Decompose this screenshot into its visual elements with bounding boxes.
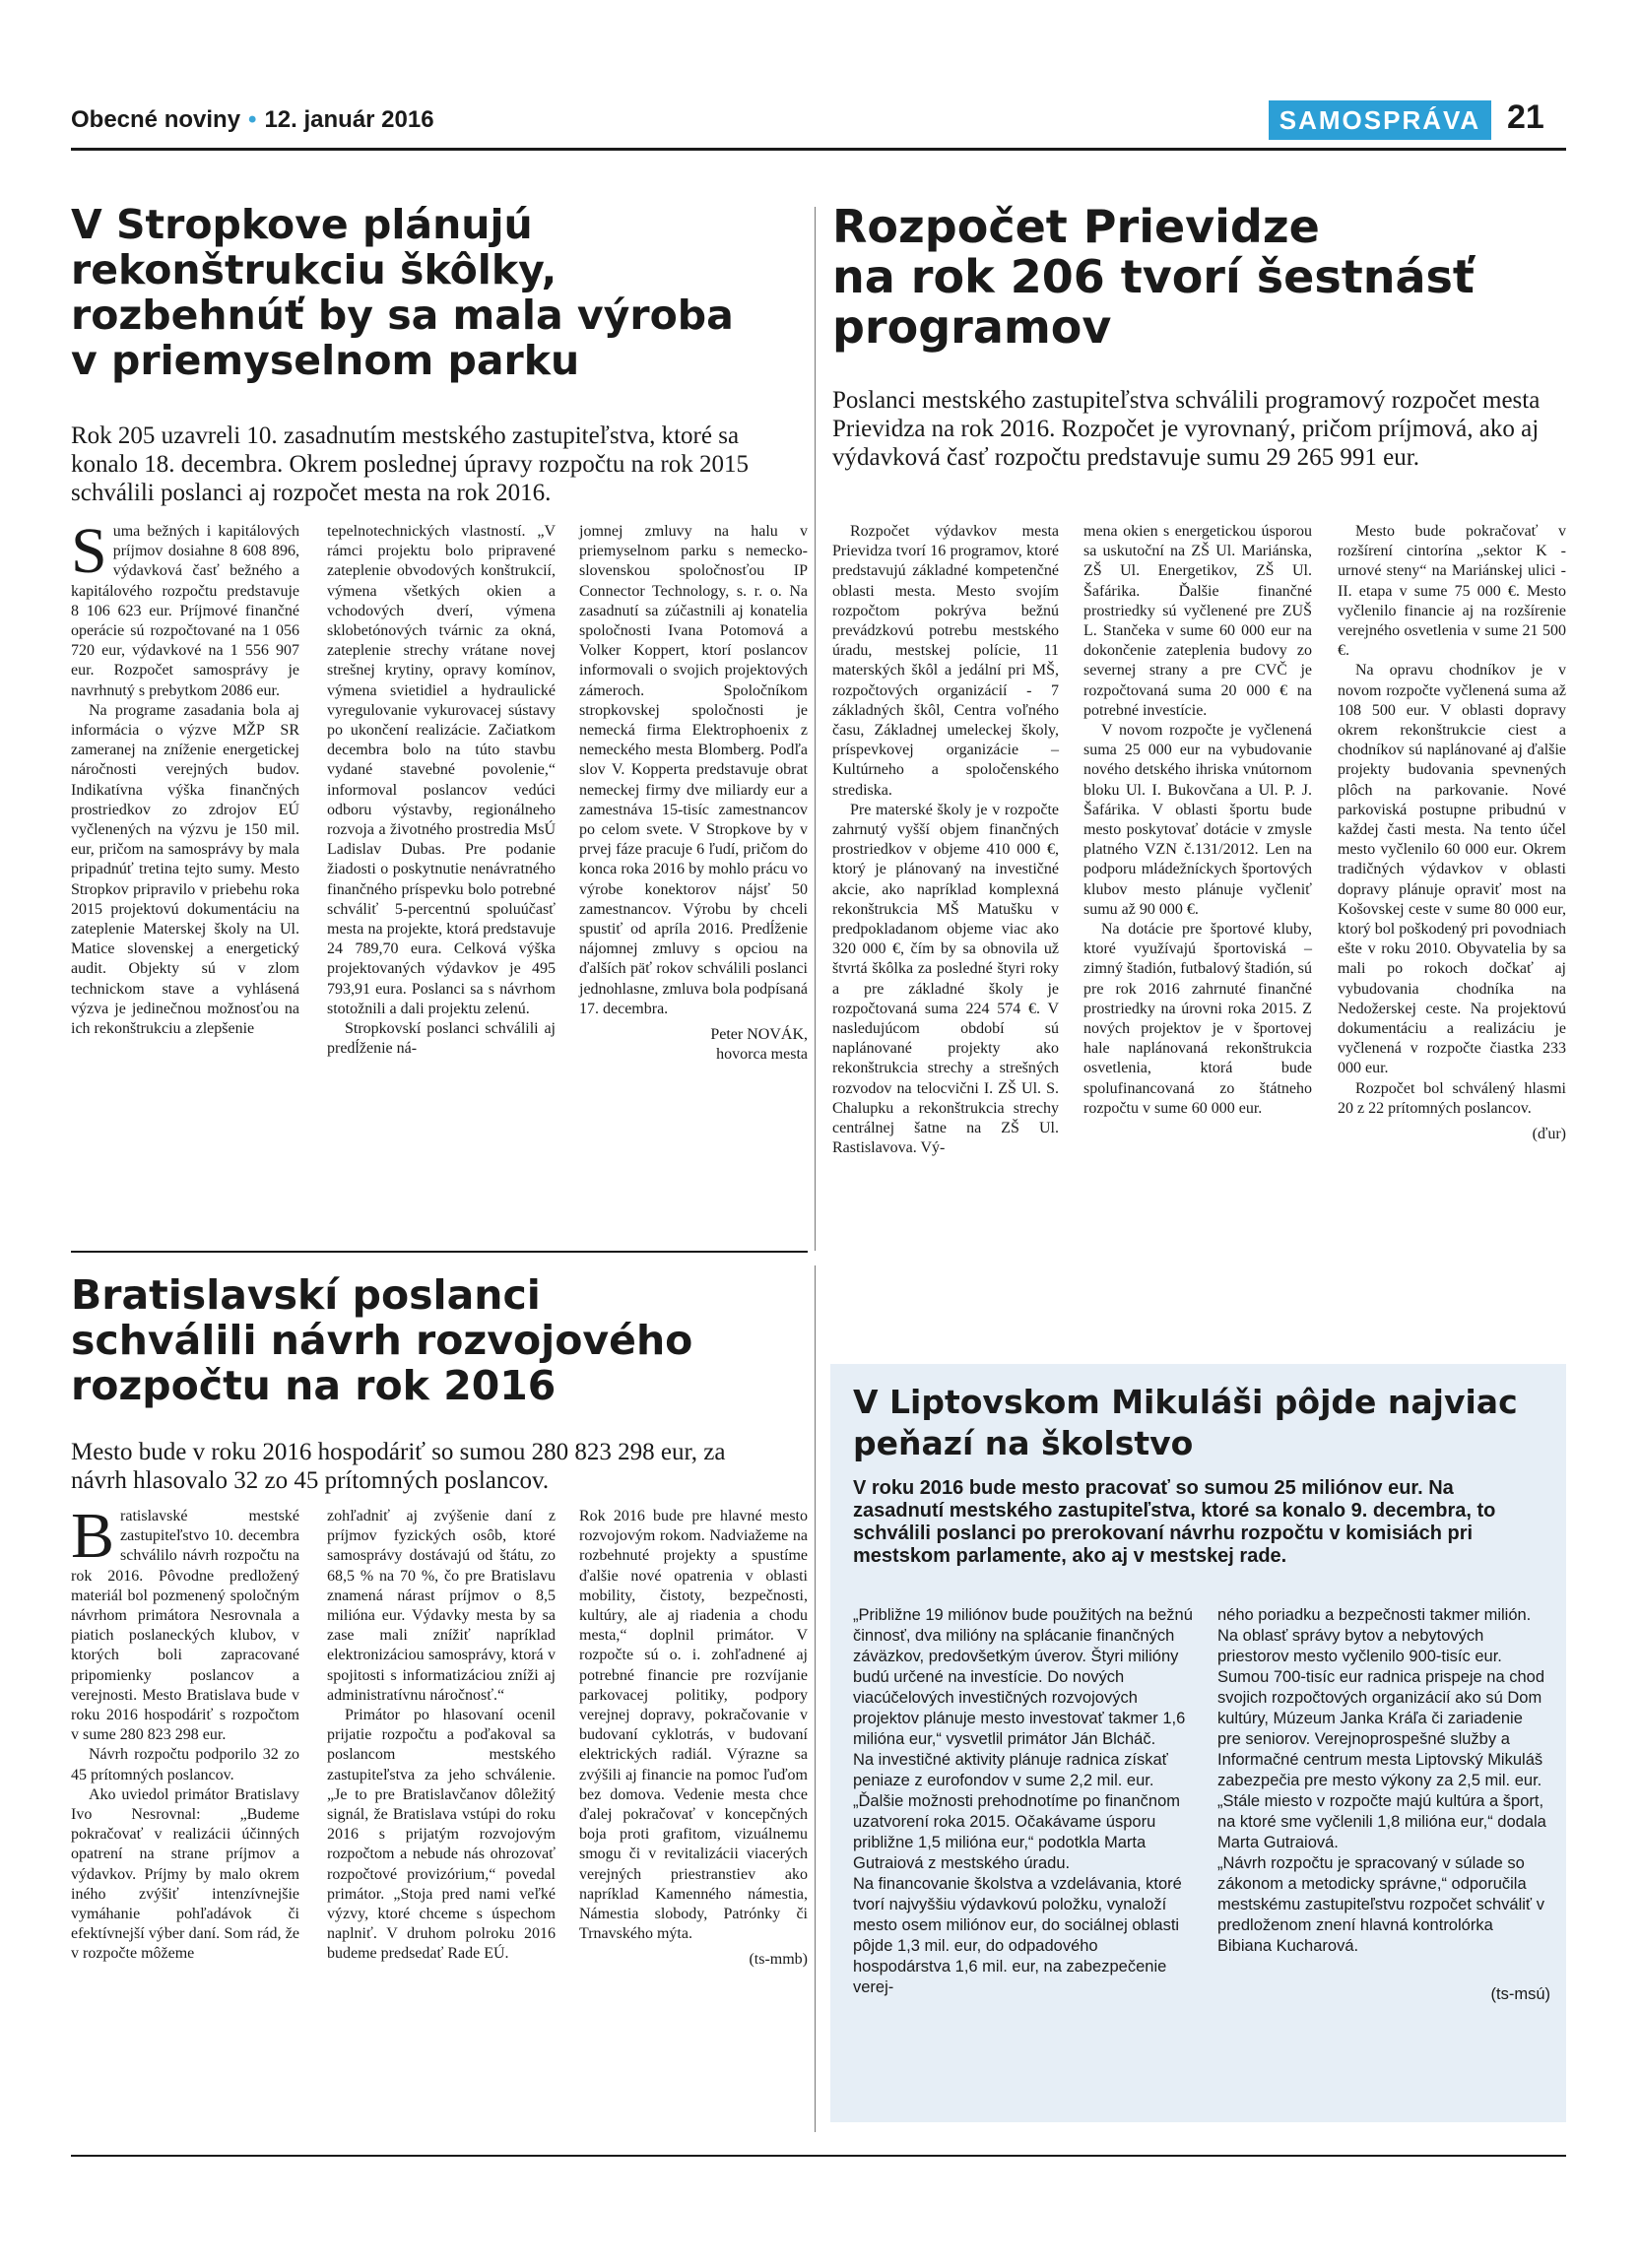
footer-rule	[71, 2155, 1566, 2157]
paragraph: Rozpočet bol schválený hlasmi 20 z 22 prítomných poslancov.	[1338, 1079, 1566, 1117]
page-number: 21	[1507, 98, 1544, 136]
paragraph: Mesto bude pokračovať v rozšírení cintorína „sektor K - urnové steny“ na Mariánskej ulici - II. etapa v sume 75 000 €. Mesto vyčlenilo financie aj na rozšírenie verejného osvetlenia v sume 21 500 €.	[1338, 523, 1566, 660]
paragraph: zohľadniť aj zvýšenie daní z príjmov fyzických osôb, ktoré samosprávy dostávajú od štátu, zo 68,5 % na 70 %, čo pre Bratislavu znamená nárast príjmov o 8,5 milióna eur. Výdavky mesta by sa zase mali znížiť napríklad elektronizáciou samosprávy, ktorá v spojitosti s informatizáciou zníži aj administratívnu náročnosť.“	[327, 1508, 556, 1704]
prievidza-headline	[832, 202, 1566, 353]
stropkov-column-1	[71, 515, 299, 1039]
paragraph: Na opravu chodníkov je v novom rozpočte vyčlenená suma až 108 500 eur. V oblasti dopravy okrem rekonštrukcie ciest a chodníkov sú naplánované aj ďalšie projekty budovania spevnených plôch na parkovanie. Nové parkoviská postupne pribudnú v každej časti mesta. Na tento účel mesto vyčlenilo 60 000 eur. Okrem tradičných výdavkov v oblasti dopravy plánuje opraviť most na Košovskej ceste v sume 80 000 eur, ktorý bol poškodený pri povodniach ešte v roku 2010. Obyvatelia by sa mali po rokoch dočkať aj vybudovania chodníka na Nedožerskej ceste. Na projektovú dokumentáciu a realizáciu je vyčlenená v rozpočte čiastka 233 000 eur.	[1338, 662, 1566, 1077]
headline-line: schválili návrh rozvojového	[71, 1317, 693, 1364]
author-role: hovorca mesta	[716, 1046, 808, 1064]
column-divider	[815, 207, 816, 1251]
paragraph: ratislavské mestské zastupiteľstvo 10. decembra schválilo návrh rozpočtu na rok 2016. Pôvodne predložený materiál bol pozmenený spoločným návrhom primátora Nesrovnala a piatich poslaneckých klubov, v ktorých boli zapracované pripomienky poslancov a verejnosti. Mesto Bratislava bude v roku 2016 hospodáriť s rozpočtom v sume 280 823 298 eur.	[71, 1508, 299, 1744]
stropkov-lead: Rok 205 uzavreli 10. zasadnutím mestského zastupiteľstva, ktoré sa konalo 18. decembra. Okrem poslednej úpravy rozpočtu na rok 2015 schválili poslanci aj rozpočet mesta na rok 2016.	[71, 422, 749, 506]
separator-dot: •	[248, 106, 257, 133]
paragraph: tepelnotechnických vlastností. „V rámci projektu bolo pripravené zateplenie obvodových konštrukcií, výmena všetkých okien a vchodových dverí, výmena sklobetónových tvárnic za okná, zateplenie strechy vrátane novej strešnej krytiny, opravy komínov, výmena svietidiel a hydraulické vyregulovanie vykurovacej sústavy po ukončení realizácie. Začiatkom decembra bolo na túto stavbu vydané stavebné povolenie,“ informoval poslancov vedúci odboru výstavby, regionálneho rozvoja a životného prostredia MsÚ Ladislav Dubas. Pre podanie žiadosti o poskytnutie nenávratného finančného príspevku bolo potrebné schváliť 5-percentnú spoluúčasť mesta na projekte, ktorá predstavuje 24 789,70 eura. Celková výška projektovaných výdavkov je 495 793,91 eura. Poslanci sa s návrhom stotožnili a dali projektu zelenú.	[327, 523, 556, 1017]
paragraph: Na financovanie školstva a vzdelávania, ktoré tvorí najvyššiu výdavkovú položku, vynaloží mesto osem miliónov eur, do sociálnej oblasti pôjde 1,3 mil. eur, do odpadového hospodárstva 1,6 mil. eur, na zabezpečenie verej-	[853, 1875, 1182, 1996]
headline-line: Rozpočet Prievidze	[832, 200, 1320, 253]
author-initials: (ts-msú)	[1490, 1985, 1550, 2003]
column-divider	[815, 1265, 816, 2132]
paragraph: Stropkovskí poslanci schválili aj predĺženie ná-	[327, 1020, 556, 1058]
liptov-column-2	[1217, 1605, 1550, 2005]
prievidza-column-1	[832, 522, 1059, 1159]
paragraph: jomnej zmluvy na halu v priemyselnom parku s nemecko-slovenskou spoločnosťou IP Connector Technology, s. r. o. Na zasadnutí sa zúčastnili aj konatelia spoločnosti Ivana Potomová a Volker Koppert, ktorí poslancov informovali o svojich projektových zámeroch. Spoločníkom stropkovskej spoločnosti je nemecká firma Elektrophoenix z nemeckého mesta Blomberg. Podľa slov V. Kopperta predstavuje obrat nemeckej firmy dve miliardy eur a zamestnáva 15-tisíc zamestnancov po celom svete. V Stropkove by v prvej fáze pracuje 6 ľudí, pričom do konca roka 2016 by mohlo prácu vo výrobe konektorov nájsť 50 zamestnancov. Výrobu by chceli spustiť od apríla 2016. Predĺženie nájomnej zmluvy s opciou na ďalších päť rokov schválili poslanci jednohlasne, zmluva bola podpísaná 17. decembra.	[579, 523, 808, 1017]
headline-line: Bratislavskí poslanci	[71, 1271, 541, 1319]
masthead	[71, 106, 434, 134]
author-initials: (ďur)	[1532, 1126, 1566, 1143]
liptov-headline	[853, 1382, 1552, 1464]
paragraph: V novom rozpočte je vyčlenená suma 25 000 eur na vybudovanie nového detského ihriska vnútornom bloku Ul. I. Bukovčana a Ul. P. J. Šafárika. V oblasti športu bude mesto poskytovať dotácie v zmysle platného VZN č.131/2012. Len na podporu mládežníckych športových klubov mesto plánuje vyčleniť sumu až 90 000 €.	[1083, 722, 1312, 918]
paragraph: Pre materské školy je v rozpočte zahrnutý vyšší objem finančných prostriedkov v objeme 410 000 €, ktorý je plánovaný na investičné akcie, ako napríklad komplexná rekonštrukcia MŠ Matušku v predpokladanom objeme viac ako 320 000 €, čím by sa obnovila už štvrtá škôlka za posledné štyri roky a pre základné školy je rozpočtovaná suma 224 574 €. V nasledujúcom období sú naplánované projekty ako rekonštrukcia strechy a strešných rozvodov na telocvični I. ZŠ Ul. S. Chalupku a rekonštrukcia strechy centrálnej šatne na ZŠ Ul. Rastislavova. Vý-	[832, 801, 1059, 1157]
bratislava-column-1	[71, 1500, 299, 1965]
paragraph: Rok 2016 bude pre hlavné mesto rozvojovým rokom. Nadviažeme na rozbehnuté projekty a spustíme ďalšie nové opatrenia v oblasti mobility, čistoty, bezpečnosti, kultúry, ale aj riadenia a chodu mesta,“ doplnil primátor. V rozpočte sú o. i. zohľadnené aj potrebné financie pre rozvíjanie parkovacej politiky, podpory verejnej dopravy, pokračovanie v budovaní cyklotrás, v budovaní elektrických radiál. Výrazne sa zvýšili aj financie na pomoc ľuďom bez domova. Vedenie mesta chce ďalej pokračovať v koncepčných boja proti grafitom, vizuálnemu smogu či v revitalizácii viacerých verejných priestranstiev ako napríklad Kamenného námestia, Námestia slobody, Patrónky či Trnavského mýta.	[579, 1508, 808, 1943]
bratislava-column-3	[579, 1507, 808, 1971]
stropkov-column-3	[579, 522, 808, 1065]
headline-line: V Liptovskom Mikuláši pôjde najviac	[853, 1383, 1518, 1421]
paragraph: Na programe zasadania bola aj informácia o výzve MŽP SR zameranej na zníženie energetickej náročnosti verejných budov. Indikatívna výška finančných prostriedkov zo zdrojov EÚ vyčlenených na výzvu je 150 mil. eur, pričom na samosprávy by mala pripadnúť tretina tejto sumy. Mesto Stropkov pripravilo v priebehu roka 2015 projektovú dokumentáciu na zateplenie Materskej školy na Ul. Matice slovenskej a energetický audit. Objekty sú v zlom technickom stave a vyhlásená výzva je jedinečnou možnosťou na ich rekonštrukciu a zlepšenie	[71, 701, 299, 1038]
headline-line: rekonštrukciu škôlky,	[71, 246, 558, 293]
prievidza-column-3	[1338, 522, 1566, 1144]
issue-date: 12. január 2016	[264, 106, 434, 133]
headline-line: na rok 206 tvorí šestnásť	[832, 250, 1475, 303]
paragraph: ného poriadku a bezpečnosti takmer milión. Na oblasť správy bytov a nebytových priestorov mesto vyčlenilo 900-tisíc eur. Sumou 700-tisíc eur radnica prispeje na chod svojich rozpočtových organizácií ako sú Dom kultúry, Múzeum Janka Kráľa či zariadenie pre seniorov. Verejnoprospešné služby a Informačné centrum mesta Liptovský Mikuláš zabezpečia pre mesto výkony za 2,5 mil. eur. „Stále miesto v rozpočte majú kultúra a šport, na ktoré sme vyčlenili 1,8 milióna eur,“ dodala Marta Gutraiová.	[1217, 1606, 1546, 1851]
paragraph: Primátor po hlasovaní ocenil prijatie rozpočtu a poďakoval sa poslancom mestského zastupiteľstva za jeho schválenie. „Je to pre Bratislavčanov dôležitý signál, že Bratislava vstúpi do roku 2016 s prijatým rozvojovým rozpočtom a nebude nás ohrozovať rozpočtové provizórium,“ povedal primátor. „Stoja pred nami veľké výzvy, ktoré chceme s úspechom naplniť. V druhom polroku 2016 budeme predsedať Rade EÚ.	[327, 1707, 556, 1963]
paragraph: uma bežných i kapitálových príjmov dosiahne 8 608 896, výdavková časť bežného a kapitálového rozpočtu predstavuje 8 106 623 eur. Príjmové finančné operácie sú rozpočtované na 1 056 720 eur, výdavkové na 1 556 907 eur. Rozpočet samosprávy je navrhnutý s prebytkom 2086 eur.	[71, 523, 299, 699]
headline-line: rozpočtu na rok 2016	[71, 1362, 557, 1409]
paragraph: „Približne 19 miliónov bude použitých na bežnú činnosť, dva milióny na splácanie finančných záväzkov, predovšetkým úverov. Štyri milióny budú určené na investície. Do nových viacúčelových investičných rozvojových projektov plánuje mesto investovať takmer 1,6 milióna eur,“ vysvetlil primátor Ján Blcháč.	[853, 1606, 1193, 1748]
headline-line: V Stropkove plánujú	[71, 201, 533, 248]
prievidza-column-2	[1083, 522, 1312, 1119]
bratislava-headline	[71, 1272, 808, 1408]
bratislava-column-2	[327, 1507, 556, 1965]
liptov-column-1	[853, 1605, 1196, 1998]
bratislava-lead: Mesto bude v roku 2016 hospodáriť so sumou 280 823 298 eur, za návrh hlasovalo 32 zo 45 prítomných poslancov.	[71, 1439, 726, 1494]
header-rule	[71, 148, 1566, 151]
paragraph: Rozpočet výdavkov mesta Prievidza tvorí 16 programov, ktoré predstavujú základné kompetenčné oblasti mesta. Mesto svojím rozpočtom pokrýva bežnú prevádzkovú potrebu mestského úradu, mestskej polície, 11 materských škôl a jedální pri MŠ, rozpočtových organizácií - 7 základných škôl, Centra voľného času, Základnej umeleckej školy, príspevkovej organizácie – Kultúrneho a spoločenského strediska.	[832, 523, 1059, 799]
stropkov-headline	[71, 202, 808, 383]
dropcap: B	[71, 1500, 115, 1572]
liptov-lead: V roku 2016 bude mesto pracovať so sumou 25 miliónov eur. Na zasadnutí mestského zastupiteľstva, ktoré sa konalo 9. decembra, to schválili poslanci po prerokovaní návrhu rozpočtu v komisiách pri mestskom parlamente, ako aj v mestskej rade.	[853, 1477, 1496, 1567]
headline-line: peňazí na školstvo	[853, 1424, 1194, 1462]
dropcap: S	[71, 515, 107, 587]
paragraph: Návrh rozpočtu podporilo 32 zo 45 prítomných poslancov.	[71, 1746, 299, 1783]
publication-name: Obecné noviny	[71, 106, 241, 133]
prievidza-lead: Poslanci mestského zastupiteľstva schválili programový rozpočet mesta Prievidza na rok 2016. Rozpočet je vyrovnaný, pričom príjmová, ako aj výdavková časť rozpočtu predstavuje sumu 29 265 991 eur.	[832, 387, 1541, 471]
headline-line: v priemyselnom parku	[71, 337, 580, 384]
stropkov-column-2	[327, 522, 556, 1059]
section-badge: SAMOSPRÁVA	[1269, 100, 1491, 140]
headline-line: rozbehnúť by sa mala výroba	[71, 292, 734, 339]
author-initials: (ts-mmb)	[749, 1951, 808, 1969]
paragraph: „Návrh rozpočtu je spracovaný v súlade so zákonom a metodicky správne,“ odporučila mestskému zastupiteľstvu rozpočet schváliť v predloženom znení hlavná kontrolórka Bibiana Kucharová.	[1217, 1854, 1544, 1955]
paragraph: Ako uviedol primátor Bratislavy Ivo Nesrovnal: „Budeme pokračovať v realizácii účinných opatrení na strane príjmov a výdavkov. Príjmy by malo okrem iného zvýšiť intenzívnejšie vymáhanie pohľadávok či efektívnejší výber daní. Som rád, že v rozpočte môžeme	[71, 1785, 299, 1963]
author-name: Peter NOVÁK,	[710, 1026, 808, 1044]
paragraph: Na dotácie pre športové kluby, ktoré využívajú športoviská – zimný štadión, futbalový štadión, sú pre rok 2016 zahrnuté finančné prostriedky na úrovni roka 2015. Z nových projektov je v športovej hale naplánovaná rekonštrukcia osvetlenia, ktorá bude spolufinancovaná zo štátneho rozpočtu v sume 60 000 eur.	[1083, 921, 1312, 1117]
paragraph: Na investičné aktivity plánuje radnica získať peniaze z eurofondov v sume 2,2 mil. eur. „Ďalšie možnosti prehodnotíme po finančnom uzatvorení roka 2015. Očakávame úsporu približne 1,5 milióna eur,“ podotkla Marta Gutraiová z mestského úradu.	[853, 1751, 1181, 1872]
headline-line: programov	[832, 300, 1112, 354]
paragraph: mena okien s energetickou úsporou sa uskutoční na ZŠ Ul. Mariánska, ZŠ Ul. Energetikov, ZŠ Ul. Šafárika. Ďalšie finančné prostriedky sú vyčlenené pre ZUŠ L. Stančeka v sume 60 000 eur na dokončenie zateplenia budovy zo severnej strany a pre CVČ je rozpočtovaná suma 20 000 € na potrebné investície.	[1083, 523, 1312, 719]
article-separator	[71, 1251, 808, 1253]
